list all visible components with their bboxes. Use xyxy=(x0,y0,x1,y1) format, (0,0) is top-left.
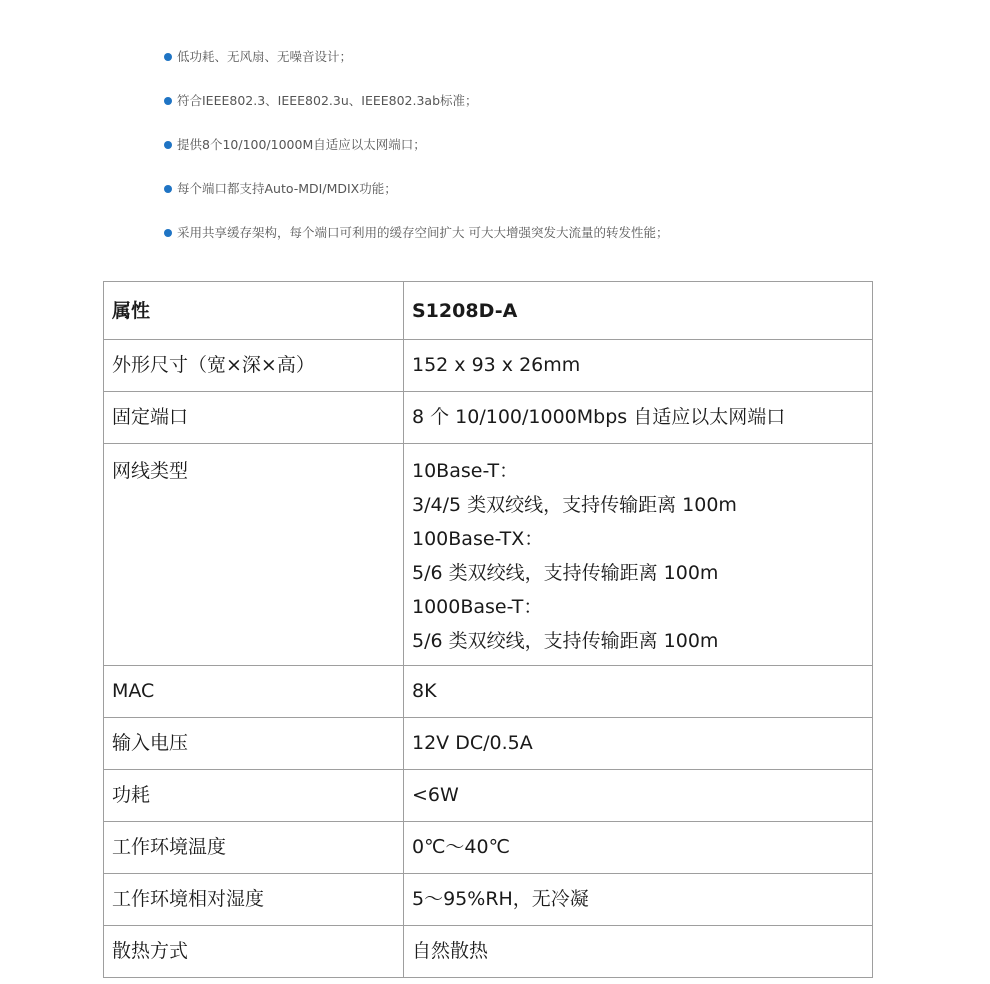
row-value: 12V DC/0.5A xyxy=(404,718,873,770)
header-model: S1208D-A xyxy=(404,282,873,340)
table-row xyxy=(104,822,873,874)
feature-item xyxy=(162,221,668,265)
header-attribute: 属性 xyxy=(104,282,404,340)
row-value xyxy=(404,444,873,666)
feature-item xyxy=(162,133,668,177)
bullet-icon xyxy=(164,229,172,237)
row-value: <6W xyxy=(404,770,873,822)
spec-table xyxy=(103,281,873,978)
feature-list xyxy=(162,45,668,265)
row-attribute: MAC xyxy=(104,666,404,718)
row-value: 自然散热 xyxy=(404,926,873,978)
row-value: 152 x 93 x 26mm xyxy=(404,340,873,392)
table-header-row xyxy=(104,282,873,340)
table-row xyxy=(104,392,873,444)
bullet-icon xyxy=(164,53,172,61)
cable-line: 1000Base-T： xyxy=(412,596,543,618)
feature-text: 符合IEEE802.3、IEEE802.3u、IEEE802.3ab标准； xyxy=(177,93,478,108)
table-row xyxy=(104,770,873,822)
table-row xyxy=(104,340,873,392)
table-row xyxy=(104,718,873,770)
cable-line: 5/6 类双绞线，支持传输距离 100m xyxy=(412,630,719,652)
bullet-icon xyxy=(164,141,172,149)
feature-item xyxy=(162,89,668,133)
bullet-icon xyxy=(164,97,172,105)
row-value: 8 个 10/100/1000Mbps 自适应以太网端口 xyxy=(404,392,873,444)
bullet-icon xyxy=(164,185,172,193)
row-attribute: 网线类型 xyxy=(104,444,404,666)
table-row xyxy=(104,444,873,666)
table-row xyxy=(104,666,873,718)
feature-text: 采用共享缓存架构，每个端口可利用的缓存空间扩大 可大大增强突发大流量的转发性能； xyxy=(177,225,669,240)
row-value: 0℃～40℃ xyxy=(404,822,873,874)
row-attribute: 固定端口 xyxy=(104,392,404,444)
row-attribute: 输入电压 xyxy=(104,718,404,770)
feature-text: 低功耗、无风扇、无噪音设计； xyxy=(177,49,353,64)
table-row xyxy=(104,874,873,926)
row-attribute: 工作环境相对湿度 xyxy=(104,874,404,926)
feature-text: 每个端口都支持Auto-MDI/MDIX功能； xyxy=(177,181,397,196)
row-attribute: 功耗 xyxy=(104,770,404,822)
feature-text: 提供8个10/100/1000M自适应以太网端口； xyxy=(177,137,426,152)
cable-line: 3/4/5 类双绞线，支持传输距离 100m xyxy=(412,494,737,516)
row-attribute: 工作环境温度 xyxy=(104,822,404,874)
row-attribute: 外形尺寸（宽×深×高） xyxy=(104,340,404,392)
row-value: 8K xyxy=(404,666,873,718)
cable-line: 10Base-T： xyxy=(412,460,519,482)
table-row xyxy=(104,926,873,978)
feature-item xyxy=(162,177,668,221)
cable-line: 5/6 类双绞线，支持传输距离 100m xyxy=(412,562,719,584)
row-attribute: 散热方式 xyxy=(104,926,404,978)
row-value: 5～95%RH，无冷凝 xyxy=(404,874,873,926)
feature-item xyxy=(162,45,668,89)
cable-line: 100Base-TX： xyxy=(412,528,544,550)
